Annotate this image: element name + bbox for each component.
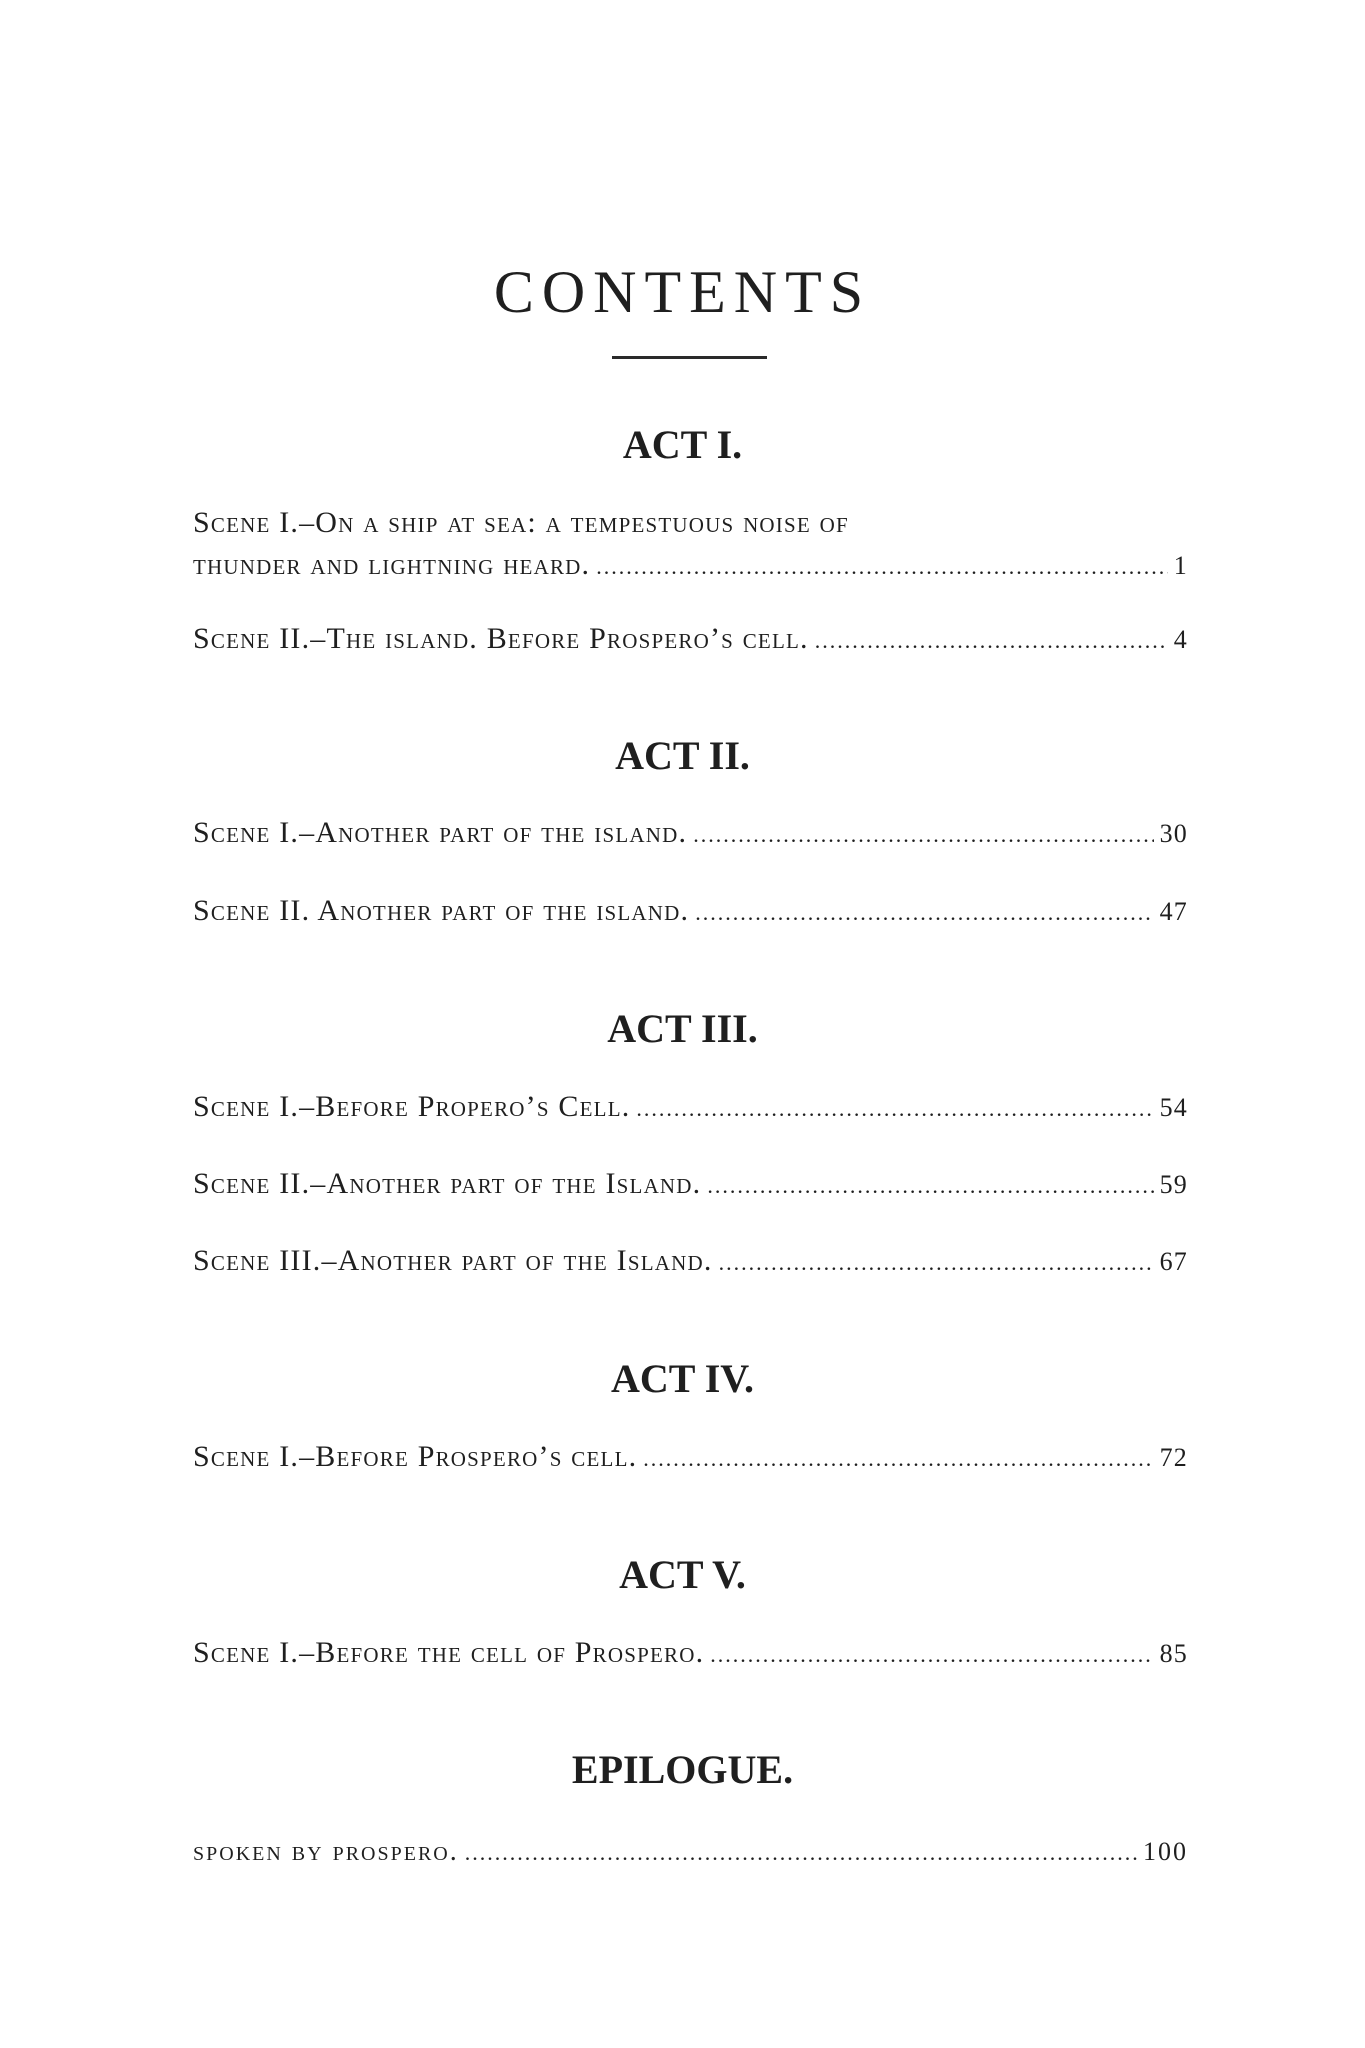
title-divider	[612, 356, 767, 359]
toc-entry-text: thunder and lightning heard.	[193, 548, 591, 581]
toc-entry-text: Scene II.–Another part of the Island.	[193, 1167, 702, 1200]
toc-entry-act2-scene1[interactable]	[193, 818, 1188, 848]
dot-leader	[636, 1098, 1153, 1120]
dot-leader	[643, 1448, 1153, 1470]
dot-leader	[719, 1252, 1154, 1274]
toc-entry-act3-scene2[interactable]	[193, 1169, 1188, 1199]
act-heading-1: ACT I.	[622, 422, 743, 467]
toc-entry-line1: Scene I.–On a ship at sea: a tempestuous noise of	[193, 506, 849, 539]
dot-leader	[596, 556, 1168, 578]
act-heading-2: ACT II.	[615, 733, 750, 778]
toc-page-number: 30	[1159, 819, 1188, 848]
toc-entry-text: Scene II.–The island. Before Prospero’s cell.	[193, 622, 809, 655]
dot-leader	[815, 630, 1168, 652]
toc-entry-text: Scene I.–Before Propero’s Cell.	[193, 1090, 631, 1123]
page-title: CONTENTS	[493, 259, 872, 325]
toc-page-number: 72	[1159, 1443, 1188, 1472]
toc-entry-act3-scene3[interactable]	[193, 1246, 1188, 1276]
toc-entry-act1-scene1[interactable]	[193, 508, 1188, 580]
act-heading-3: ACT III.	[607, 1006, 758, 1051]
toc-entry-act1-scene2[interactable]	[193, 624, 1188, 654]
toc-entry-text: Scene III.–Another part of the Island.	[193, 1244, 713, 1277]
toc-page-number: 85	[1159, 1639, 1188, 1668]
dot-leader	[707, 1175, 1153, 1197]
toc-entry-text: Scene I.–Before the cell of Prospero.	[193, 1636, 705, 1669]
toc-entry-text: Scene I.–Another part of the island.	[193, 816, 688, 849]
toc-entry-text: Scene II. Another part of the island.	[193, 894, 690, 927]
toc-page-number: 59	[1159, 1170, 1188, 1199]
dot-leader	[465, 1842, 1137, 1864]
toc-page-number: 47	[1159, 897, 1188, 926]
toc-page-number: 4	[1173, 625, 1188, 654]
toc-entry-act5-scene1[interactable]	[193, 1638, 1188, 1668]
toc-entry-text: spoken by prospero.	[193, 1836, 459, 1867]
toc-entry-act3-scene1[interactable]	[193, 1092, 1188, 1122]
toc-page-number: 54	[1159, 1093, 1188, 1122]
toc-page-number: 1	[1173, 551, 1188, 580]
act-heading-5: ACT V.	[619, 1552, 746, 1597]
act-heading-4: ACT IV.	[610, 1356, 755, 1401]
toc-entry-text: Scene I.–Before Prospero’s cell.	[193, 1440, 638, 1473]
toc-page-number: 67	[1159, 1247, 1188, 1276]
dot-leader	[710, 1644, 1153, 1666]
epilogue-heading: EPILOGUE.	[571, 1747, 794, 1792]
dot-leader	[693, 824, 1153, 846]
toc-entry-epilogue[interactable]	[193, 1838, 1188, 1866]
dot-leader	[695, 902, 1153, 924]
toc-entry-act4-scene1[interactable]	[193, 1442, 1188, 1472]
toc-entry-act2-scene2[interactable]	[193, 896, 1188, 926]
toc-page-number: 100	[1143, 1837, 1188, 1866]
